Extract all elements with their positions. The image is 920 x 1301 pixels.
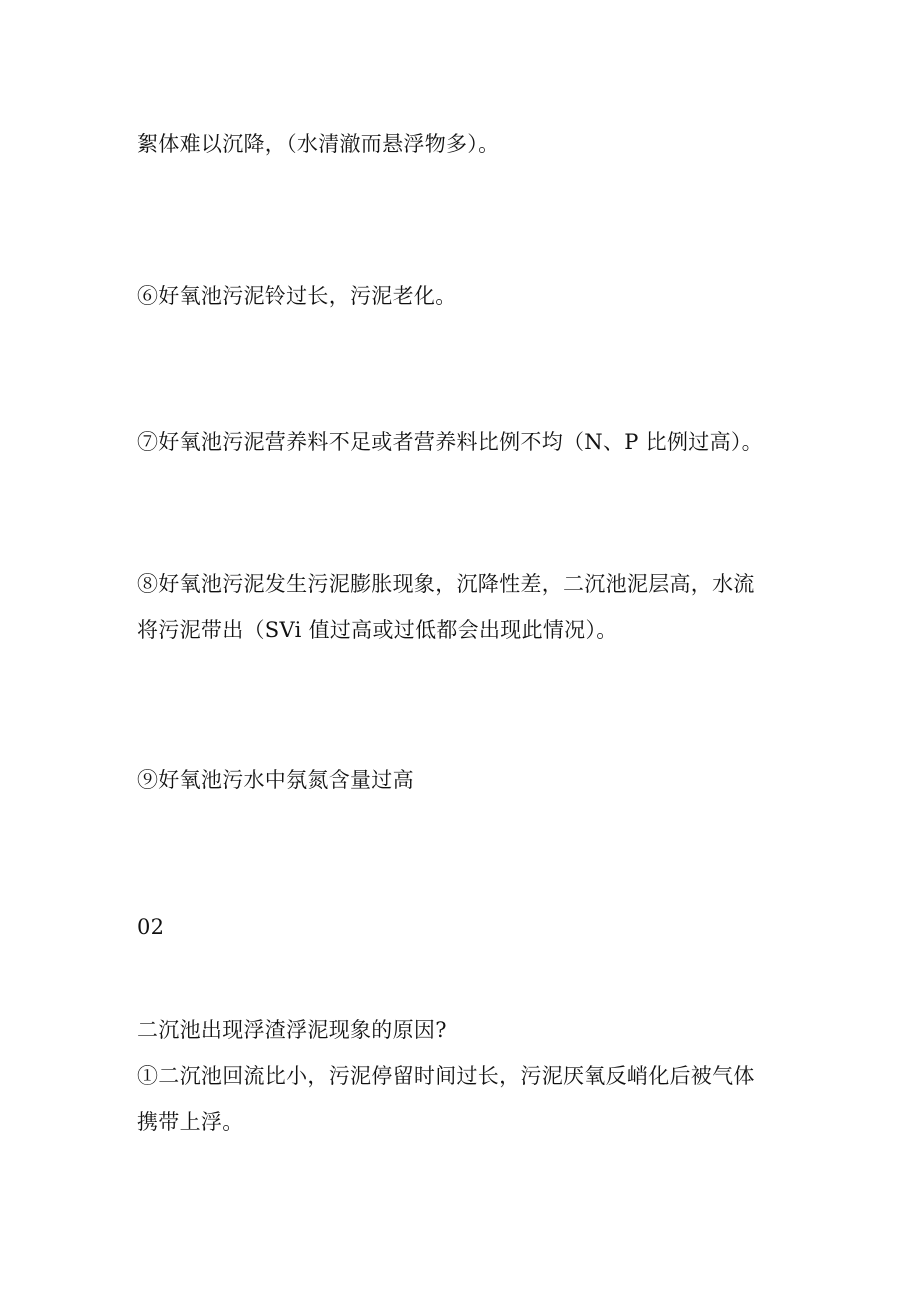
text-line: 将污泥带出（SVi 值过高或过低都会出现此情况）。 (137, 618, 618, 642)
text-line: 絮体难以沉降，（水清澈而悬浮物多）。 (137, 132, 500, 156)
paragraph-reason-1 (137, 1053, 777, 1145)
section-number (137, 904, 777, 950)
text-line: ⑧好氧池污泥发生污泥膨胀现象，沉降性差，二沉池泥层高，水流 (137, 572, 755, 596)
text-line: ⑦好氧池污泥营养料不足或者营养料比例不均（N、P 比例过高）。 (137, 430, 763, 454)
paragraph-item-7 (137, 419, 777, 465)
paragraph-item-9 (137, 757, 777, 803)
text-line: ⑥好氧池污泥铃过长，污泥老化。 (137, 284, 457, 308)
section-title (137, 1007, 777, 1053)
text-line: ①二沉池回流比小，污泥停留时间过长，污泥厌氧反峭化后被气体 (137, 1064, 755, 1088)
text-line: 二沉池出现浮渣浮泥现象的原因? (137, 1018, 447, 1042)
text-line: 02 (137, 915, 165, 939)
paragraph-item-6 (137, 273, 777, 319)
paragraph-floc-settling (137, 121, 777, 167)
text-line: ⑨好氧池污水中氛氮含量过高 (137, 768, 414, 792)
text-line: 携带上浮。 (137, 1110, 244, 1134)
paragraph-item-8 (137, 561, 777, 653)
